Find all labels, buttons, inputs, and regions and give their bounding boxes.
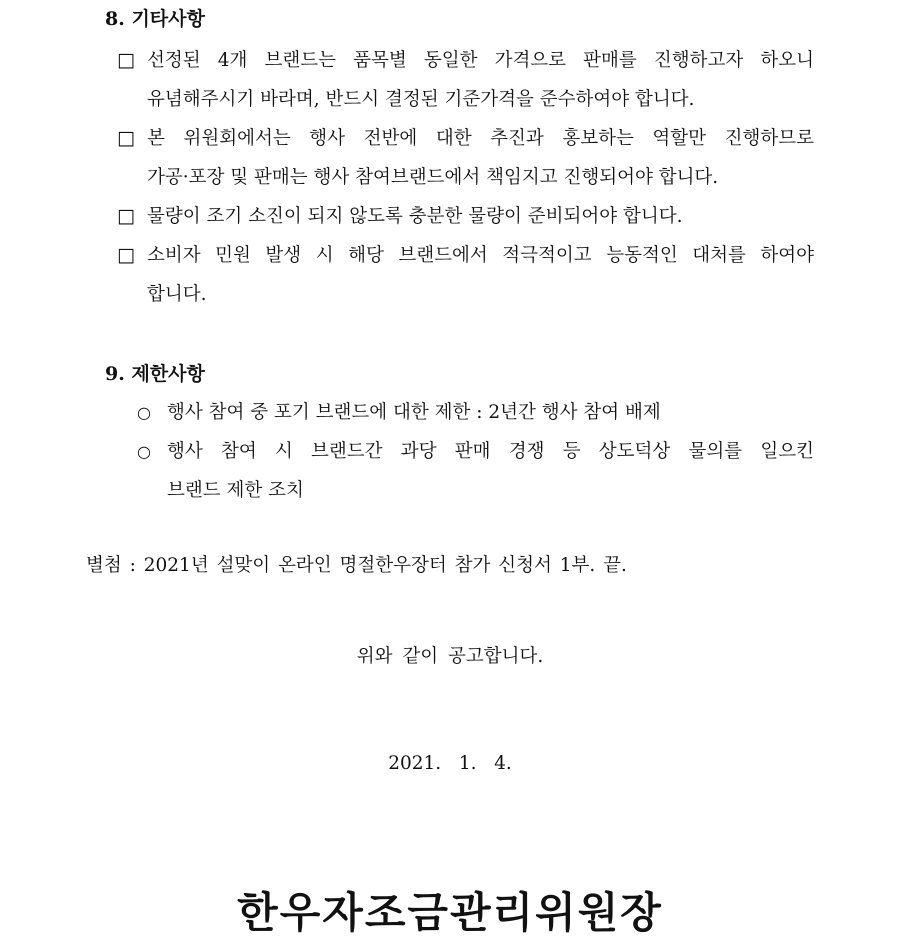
item-text-line: 합니다.: [147, 284, 207, 305]
issue-date: 2021. 1. 4.: [388, 753, 512, 774]
attachment-note: 별첨 : 2021년 설맞이 온라인 명절한우장터 참가 신청서 1부. 끝.: [86, 555, 627, 576]
item-text-line: 브랜드 제한 조치: [167, 480, 304, 501]
item-text-line: 행사 참여 중 포기 브랜드에 대한 제한 : 2년간 행사 참여 배제: [167, 402, 661, 423]
circle-bullet-icon: ○: [137, 442, 151, 461]
issuer-signature: 한우자조금관리위원장: [237, 888, 663, 937]
section-8-title: 8. 기타사항: [105, 8, 205, 30]
circle-bullet-icon: ○: [137, 403, 151, 422]
item-text-line: 가공·포장 및 판매는 행사 참여브랜드에서 책임지고 진행되어야 합니다.: [147, 167, 719, 188]
item-text-line: 행사 참여 시 브랜드간 과당 판매 경쟁 등 상도덕상 물의를 일으킨: [167, 441, 814, 462]
section-9-title: 9. 제한사항: [105, 363, 205, 385]
checkbox-icon: □: [117, 205, 135, 227]
checkbox-icon: □: [117, 127, 135, 149]
notice-statement: 위와 같이 공고합니다.: [356, 646, 544, 667]
item-text-line: 선정된 4개 브랜드는 품목별 동일한 가격으로 판매를 진행하고자 하오니: [147, 50, 814, 71]
item-text-line: 본 위원회에서는 행사 전반에 대한 추진과 홍보하는 역할만 진행하므로: [147, 128, 814, 149]
checkbox-icon: □: [117, 49, 135, 71]
item-text-line: 소비자 민원 발생 시 해당 브랜드에서 적극적이고 능동적인 대처를 하여야: [147, 245, 814, 266]
item-text-line: 물량이 조기 소진이 되지 않도록 충분한 물량이 준비되어야 합니다.: [147, 206, 683, 227]
item-text-line: 유념해주시기 바라며, 반드시 결정된 기준가격을 준수하여야 합니다.: [147, 89, 695, 110]
checkbox-icon: □: [117, 244, 135, 266]
